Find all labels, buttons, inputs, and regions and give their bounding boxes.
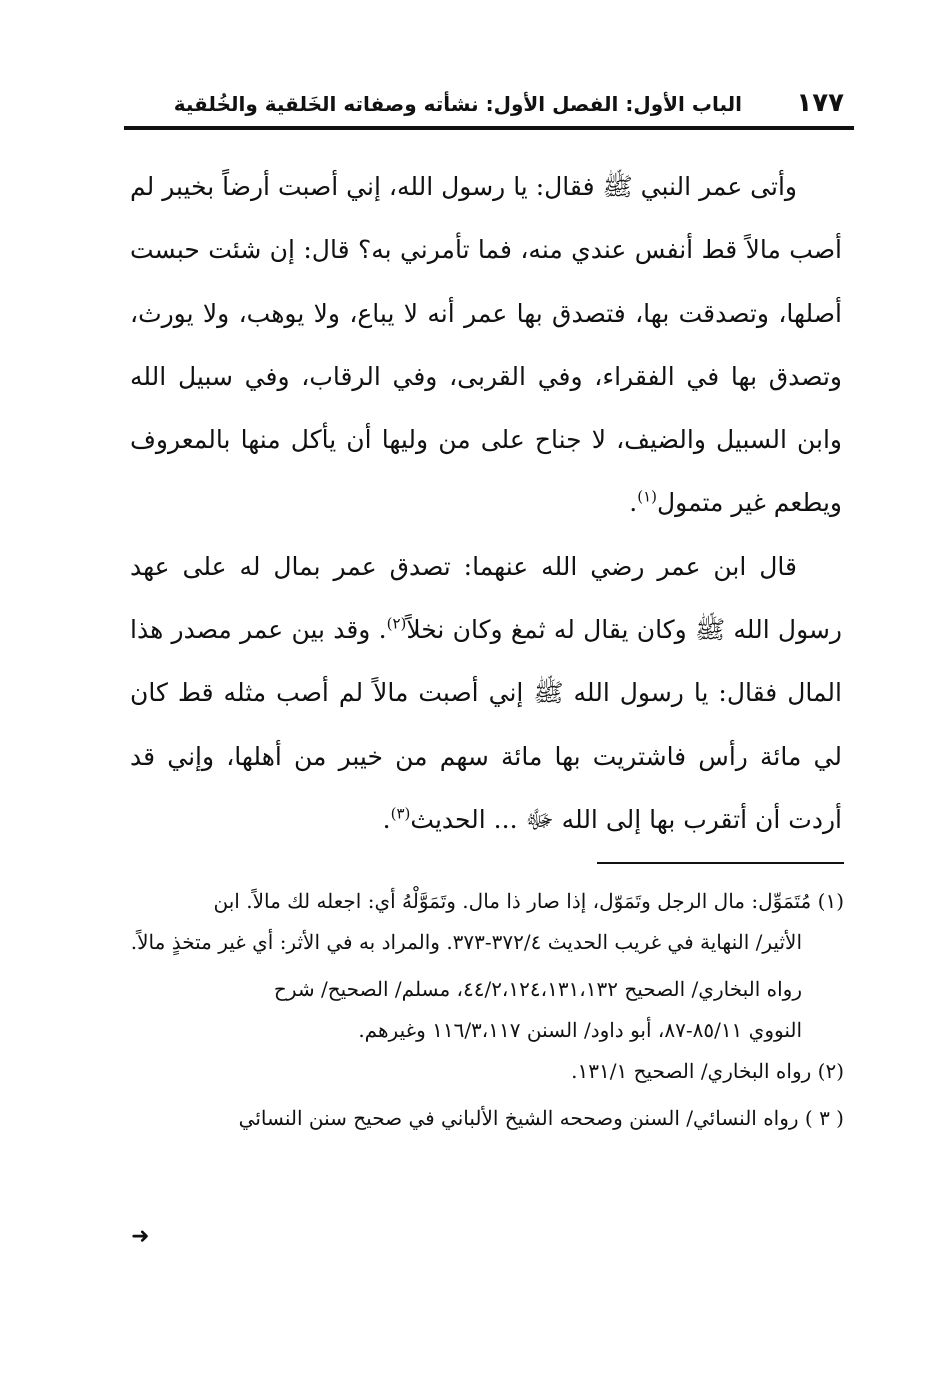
footnote-1: (١) مُتَمَوِّل: مال الرجل وتَمَوّل، إذا صار ذا مال. وتَمَوَّلْهُ أي: اجعله لك مالاً. ابن (213, 889, 844, 913)
footnote-3: ( ٣ ) رواه النسائي/ السنن وصححه الشيخ الألباني في صحيح سنن النسائي (238, 1106, 844, 1130)
period: . (382, 804, 391, 834)
continue-arrow-icon: ➜ (131, 1224, 150, 1249)
main-text (130, 155, 842, 851)
page-number: ١٧٧ (796, 88, 844, 118)
running-title: الباب الأول: الفصل الأول: نشأته وصفاته الخَلقية والخُلقية (173, 92, 742, 116)
footnote-1-continued: الأثير/ النهاية في غريب الحديث ٣٧٢/٤-٣٧٣. والمراد به في الأثر: أي غير متخذٍ مالاً. (130, 930, 802, 954)
footnote-1-references-continued: النووي ٨٥/١١-٨٧، أبو داود/ السنن ١١٦/٣،١١٧ وغيرهم. (358, 1018, 802, 1042)
paragraph-1-text: وأتى عمر النبي ﷺ فقال: يا رسول الله، إني أصبت أرضاً بخيبر لم أصب مالاً قط أنفس عندي منه، فما تأمرني به؟ قال: إن شئت حبست أصلها، وتصدقت بها، فتصدق بها عمر أنه لا يباع، ولا يوهب، ولا يورث، وتصدق بها في الفقراء، وفي القربى، وفي الرقاب، وفي سبيل الله وابن السبيل والضيف، لا جناح على من وليها أن يأكل منها بالمعروف ويطعم غير متمول (130, 172, 842, 518)
footnote-ref-2: (٢) (386, 614, 407, 633)
paragraph-2-text: قال ابن عمر رضي الله عنهما: تصدق عمر بمال له على عهد رسول الله ﷺ وكان يقال له ثمغ وكان نخلاً (130, 551, 843, 645)
footnote-1-references: رواه البخاري/ الصحيح ٤٤/٢،١٢٤،١٣١،١٣٢، مسلم/ الصحيح/ شرح (273, 977, 802, 1001)
footnote-2: (٢) رواه البخاري/ الصحيح ١٣١/١. (571, 1059, 844, 1083)
period: . (629, 488, 638, 518)
paragraph-2-continued: . وقد بين عمر مصدر هذا المال فقال: يا رسول الله ﷺ إني أصبت مالاً لم أصب مثله قط كان لي مائة رأس فاشتريت بها مائة سهم من خيبر من أهلها، وإني قد أردت أن أتقرب بها إلى الله ﷻ ... الحديث (130, 615, 842, 834)
footnote-ref-3: (٣) (390, 804, 411, 823)
paragraph-1 (130, 155, 842, 535)
footnote-separator (597, 862, 844, 864)
footnote-ref-1: (١) (637, 488, 657, 507)
paragraph-2 (130, 535, 842, 851)
running-header (124, 82, 854, 130)
footnotes (130, 881, 844, 1139)
